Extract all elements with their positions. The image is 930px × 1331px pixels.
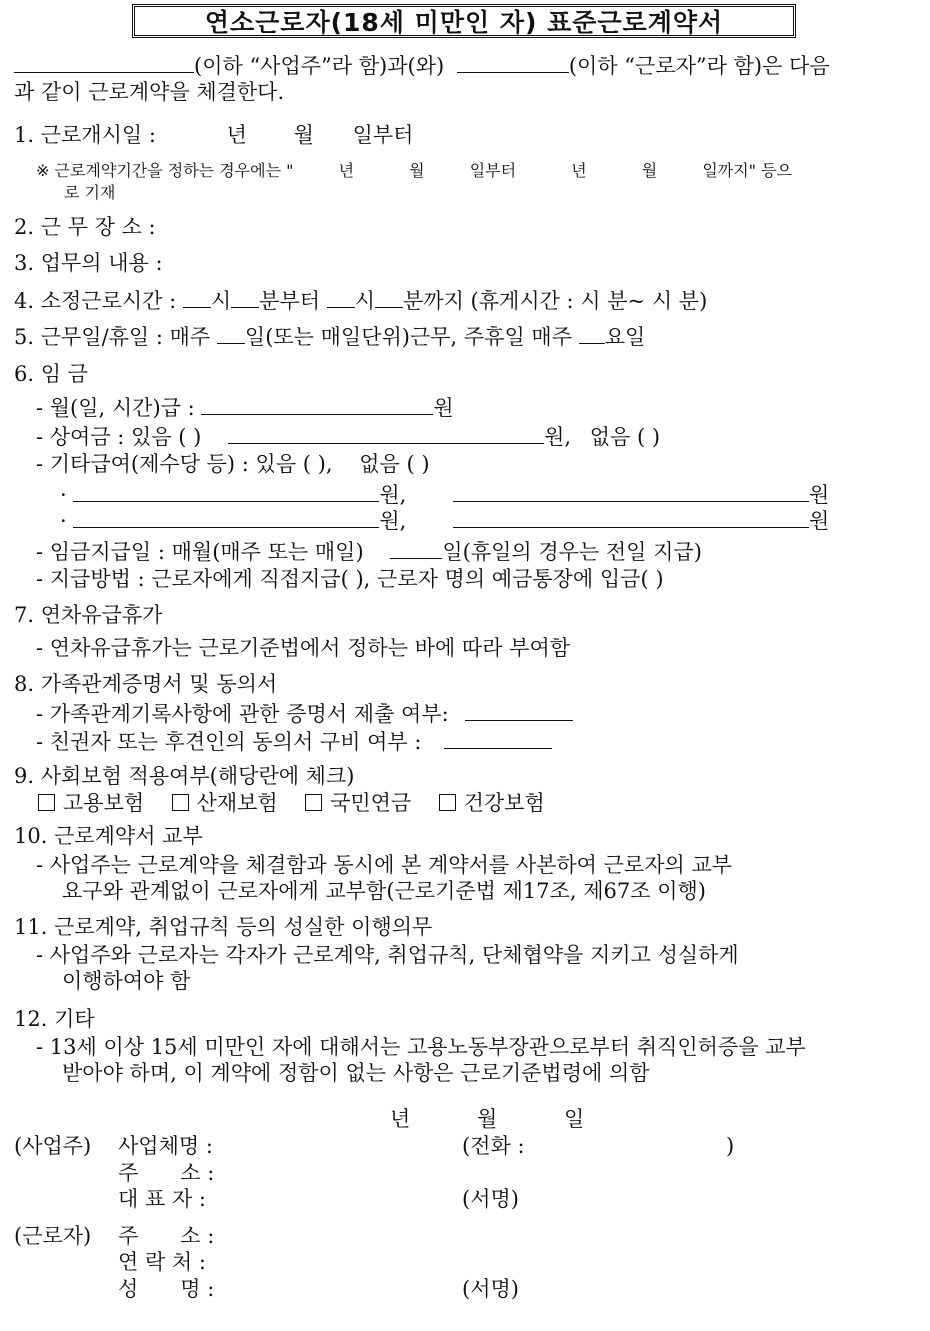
employer-name-blank[interactable] xyxy=(14,52,194,73)
section-7: 7. 연차유급휴가 xyxy=(14,603,163,627)
section-4 xyxy=(14,287,707,314)
payday-blank[interactable] xyxy=(390,538,442,559)
employer-phone-close: ) xyxy=(726,1134,735,1158)
option-label: 국민연금 xyxy=(330,791,412,815)
weekday-text: 요일 xyxy=(604,325,646,349)
won-text: 원 xyxy=(809,509,830,533)
end-hour-blank[interactable] xyxy=(327,287,355,308)
other-pay-blank-2[interactable] xyxy=(453,481,809,502)
section-2: 2. 근 무 장 소 : xyxy=(14,215,156,239)
start-minute-blank[interactable] xyxy=(231,287,259,308)
section-11-line-2: 이행하여야 함 xyxy=(62,969,191,993)
document-title: 연소근로자(18세 미만인 자) 표준근로계약서 xyxy=(204,8,724,37)
checkbox[interactable] xyxy=(172,794,189,811)
employer-address-label xyxy=(118,1160,214,1186)
employer-tag: (사업주) xyxy=(14,1134,92,1158)
section-5-label: 5. 근무일/휴일 : 매주 xyxy=(14,325,211,349)
section-4-label: 4. 소정근로시간 : xyxy=(14,289,177,313)
day-text: 일부터 xyxy=(352,123,414,147)
end-minute-blank[interactable] xyxy=(375,287,403,308)
worker-signature: (서명) xyxy=(462,1277,519,1301)
month-text: 월 xyxy=(293,123,314,147)
workdays-blank[interactable] xyxy=(217,323,245,344)
payment-method-row: - 지급방법 : 근로자에게 직접지급( ), 근로자 명의 예금통장에 입금( ) xyxy=(36,567,664,591)
date-year: 년 xyxy=(390,1107,411,1131)
worker-address-label xyxy=(118,1223,214,1249)
addr-char-2: 소 : xyxy=(180,1161,215,1185)
family-cert-label: - 가족관계기록사항에 관한 증명서 제출 여부: xyxy=(36,702,449,726)
section-1-note-line2: 로 기재 xyxy=(64,183,116,202)
employer-phone-label: (전화 : xyxy=(462,1134,525,1158)
section-1 xyxy=(14,122,413,148)
worker-name-blank[interactable] xyxy=(457,52,569,73)
bonus-label: - 상여금 : 있음 ( ) xyxy=(36,425,202,449)
from-text: 분부터 xyxy=(259,289,321,313)
other-pay-row xyxy=(36,451,430,477)
employer-rep-label: 대 표 자 : xyxy=(118,1187,206,1211)
section-10: 10. 근로계약서 교부 xyxy=(14,824,203,848)
hour-text: 시 xyxy=(210,289,232,313)
section-1-label: 1. 근로개시일 : xyxy=(14,123,156,147)
other-pay-blank-3[interactable] xyxy=(73,507,379,528)
payday-label: - 임금지급일 : 매월(매주 또는 매일) xyxy=(36,540,364,564)
intro-line-2: 과 같이 근로계약을 체결한다. xyxy=(14,80,285,104)
other-pay-item-2 xyxy=(60,507,829,534)
weekly-holiday-blank[interactable] xyxy=(579,323,605,344)
option-label: 고용보험 xyxy=(63,791,145,815)
section-3: 3. 업무의 내용 : xyxy=(14,251,163,275)
option-label: 건강보험 xyxy=(463,791,545,815)
bonus-none: 없음 ( ) xyxy=(589,425,661,449)
section-10-line-2: 요구와 관계없이 근로자에게 교부함(근로기준법 제17조, 제67조 이행) xyxy=(62,879,706,903)
note-day-1: 일부터 xyxy=(469,161,517,180)
addr-char-1: 주 xyxy=(118,1161,139,1185)
bullet-dot: · xyxy=(60,509,67,533)
bonus-row xyxy=(36,423,660,450)
other-pay-item-1 xyxy=(60,481,829,508)
employer-signature: (서명) xyxy=(462,1187,519,1211)
addr-char-2: 소 : xyxy=(180,1224,215,1248)
intro-part2: (이하 “근로자”라 함)은 다음 xyxy=(568,54,830,78)
wage-label: - 월(일, 시간)급 : xyxy=(36,396,195,420)
worker-tag: (근로자) xyxy=(14,1224,92,1248)
date-day: 일 xyxy=(563,1107,585,1131)
note-year-2: 년 xyxy=(571,161,587,180)
won-comma: 원, xyxy=(379,483,407,507)
insurance-option-industrial[interactable] xyxy=(172,791,278,815)
payday-tail: 일(휴일의 경우는 전일 지급) xyxy=(442,540,702,564)
section-8-row-b xyxy=(36,728,552,755)
insurance-option-employment[interactable] xyxy=(38,791,144,815)
name-char-1: 성 xyxy=(118,1277,139,1301)
section-1-note xyxy=(36,158,792,184)
section-12-line-1: - 13세 이상 15세 미만인 자에 대해서는 고용노동부장관으로부터 취직인허증을 교부 xyxy=(36,1035,806,1059)
section-11: 11. 근로계약, 취업규칙 등의 성실한 이행의무 xyxy=(14,915,433,939)
checkbox[interactable] xyxy=(38,794,55,811)
date-month: 월 xyxy=(476,1107,498,1131)
other-pay-blank-4[interactable] xyxy=(453,507,809,528)
checkbox[interactable] xyxy=(305,794,322,811)
note-month-1: 월 xyxy=(409,161,425,180)
employer-company-label: 사업체명 : xyxy=(118,1134,213,1158)
won-text: 원 xyxy=(433,396,454,420)
section-8-row-a xyxy=(36,700,573,727)
contract-date xyxy=(390,1106,584,1132)
section-8: 8. 가족관계증명서 및 동의서 xyxy=(14,672,278,696)
won-text: 원 xyxy=(809,483,830,507)
checkbox[interactable] xyxy=(439,794,456,811)
consent-blank[interactable] xyxy=(444,728,552,749)
wage-row xyxy=(36,394,454,421)
section-12-line-2: 받아야 하며, 이 계약에 정함이 없는 사항은 근로기준법령에 의함 xyxy=(62,1061,650,1085)
section-5 xyxy=(14,323,645,350)
bullet-dot: · xyxy=(60,483,67,507)
section-12: 12. 기타 xyxy=(14,1007,95,1031)
won-comma: 원, xyxy=(379,509,407,533)
workdays-text: 일(또는 매일단위)근무, 주휴일 매주 xyxy=(244,325,572,349)
other-pay-label: - 기타급여(제수당 등) : 있음 ( ), xyxy=(36,452,333,476)
insurance-option-pension[interactable] xyxy=(305,791,411,815)
note-year-1: 년 xyxy=(338,161,355,180)
section-7-text: - 연차유급휴가는 근로기준법에서 정하는 바에 따라 부여함 xyxy=(36,636,571,660)
other-pay-none: 없음 ( ) xyxy=(359,452,430,476)
title-box xyxy=(132,4,796,38)
name-char-2: 명 : xyxy=(180,1277,215,1301)
consent-label: - 친권자 또는 후견인의 동의서 구비 여부 : xyxy=(36,730,422,754)
until-text: 분까지 (휴게시간 : 시 분~ 시 분) xyxy=(403,289,708,313)
note-day-2: 일까지" 등으 xyxy=(702,161,793,180)
bonus-won: 원, xyxy=(544,425,572,449)
option-label: 산재보험 xyxy=(196,791,278,815)
intro-line-1 xyxy=(14,52,830,79)
insurance-option-health[interactable] xyxy=(439,791,545,815)
worker-name-label xyxy=(118,1276,214,1302)
year-text: 년 xyxy=(226,123,247,147)
section-10-line-1: - 사업주는 근로계약을 체결함과 동시에 본 계약서를 사본하여 근로자의 교부 xyxy=(36,853,733,877)
section-9: 9. 사회보험 적용여부(해당란에 체크) xyxy=(14,764,355,788)
family-cert-blank[interactable] xyxy=(465,700,573,721)
note-month-2: 월 xyxy=(641,161,658,180)
other-pay-blank-1[interactable] xyxy=(73,481,379,502)
note-prefix: ※ 근로계약기간을 정하는 경우에는 " xyxy=(36,161,294,180)
intro-part1: (이하 “사업주”라 함)과(와) xyxy=(194,54,445,78)
bonus-amount-blank[interactable] xyxy=(228,423,544,444)
payday-row xyxy=(36,538,702,565)
insurance-options xyxy=(38,790,545,816)
start-hour-blank[interactable] xyxy=(183,287,211,308)
section-6: 6. 임 금 xyxy=(14,362,88,386)
wage-blank[interactable] xyxy=(201,394,433,415)
worker-contact-label: 연 락 처 : xyxy=(118,1250,206,1274)
hour-text-2: 시 xyxy=(354,289,376,313)
section-11-line-1: - 사업주와 근로자는 각자가 근로계약, 취업규칙, 단체협약을 지키고 성실하게 xyxy=(36,943,739,967)
addr-char-1: 주 xyxy=(118,1224,139,1248)
